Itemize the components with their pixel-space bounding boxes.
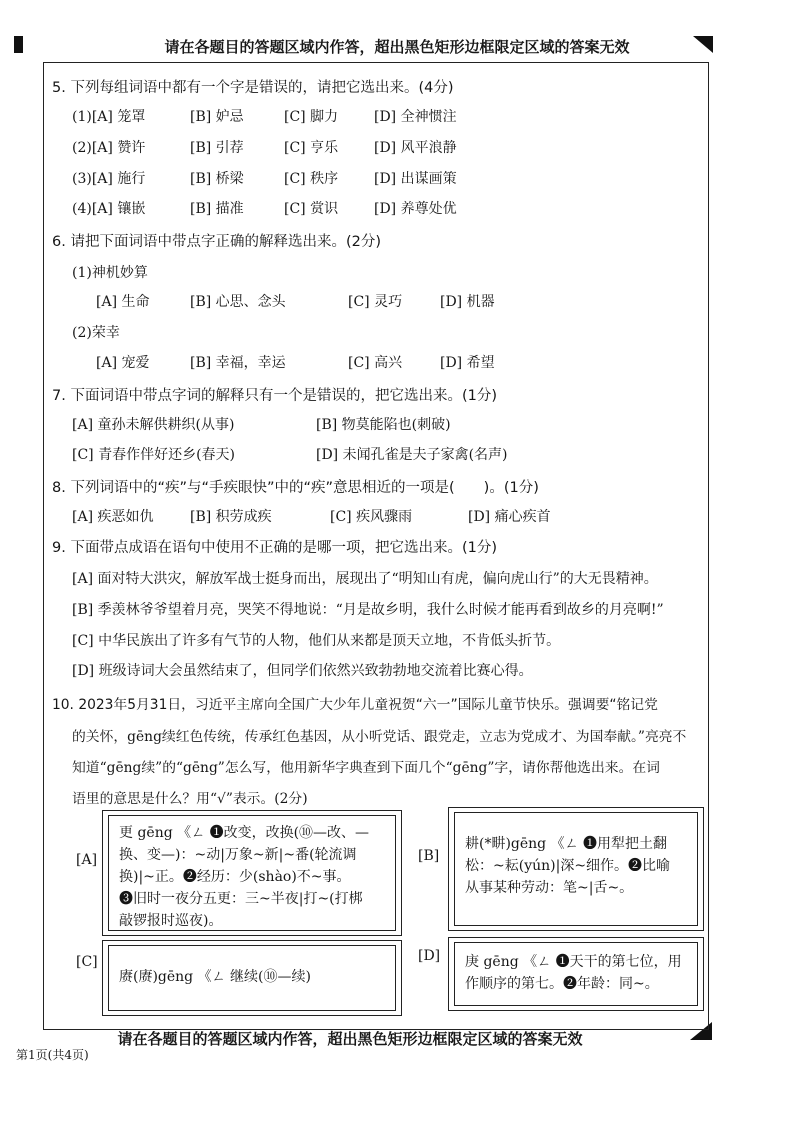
q5-row-3-option-d: [D] 出谋画策 (374, 171, 457, 187)
q7-title: 7. 下面词语中带点字词的解释只有一个是错误的，把它选出来。(1分) (52, 388, 497, 404)
q9-option-c: [C] 中华民族出了许多有气节的人物，他们从来都是顶天立地，不肯低头折节。 (72, 633, 561, 649)
q6-sub1-b: [B] 心思、念头 (190, 294, 286, 310)
q10-box-a-entry (108, 815, 396, 931)
q7-option-d: [D] 未闻孔雀是夫子家禽(名声) (316, 447, 508, 463)
q10-box-d-line-2: 作顺序的第七。❷年龄：同~。 (465, 976, 659, 992)
q9-title: 9. 下面带点成语在语句中使用不正确的是哪一项，把它选出来。(1分) (52, 540, 497, 556)
q6-sub2: (2)荣幸 (72, 325, 120, 341)
q5-row-1-option-c: [C] 脚力 (284, 109, 339, 125)
top-notice: 请在各题目的答题区域内作答，超出黑色矩形边框限定区域的答案无效 (164, 38, 630, 56)
q5-row-2-option-c: [C] 亨乐 (284, 140, 339, 156)
q6-sub2-b: [B] 幸福，幸运 (190, 355, 286, 371)
q10-box-c-entry (108, 945, 396, 1011)
q6-title: 6. 请把下面词语中带点字正确的解释选出来。(2分) (52, 234, 381, 250)
q6-sub1: (1)神机妙算 (72, 265, 148, 281)
q8-option-b: [B] 积劳成疾 (190, 509, 272, 525)
q10-box-a-label: [A] (76, 852, 98, 868)
q8-option-a: [A] 疾恶如仇 (72, 509, 154, 525)
q10-box-b-line-1: 耕(*畊)gēng 《ㄥ ❶用犁把土翻 (465, 836, 668, 852)
q8-title: 8. 下列词语中的“疾”与“手疾眼快”中的“疾”意思相近的一项是( )。(1分) (52, 480, 539, 496)
q5-row-1-option-a: (1)[A] 笼罩 (72, 109, 146, 125)
q5-row-3-option-a: (3)[A] 施行 (72, 171, 146, 187)
page-footer: 第1页(共4页) (16, 1048, 89, 1062)
q10-box-c-label: [C] (76, 954, 98, 970)
q10-box-a-line-1: 更 gēng 《ㄥ ❶改变，改换(⑩—改、— (119, 825, 370, 841)
q5-row-1-option-d: [D] 全神惯注 (374, 109, 457, 125)
q6-sub1-d: [D] 机器 (440, 294, 495, 310)
q7-option-b: [B] 物莫能陷也(刺破) (316, 417, 451, 433)
q5-row-4-option-c: [C] 赏识 (284, 201, 339, 217)
q5-row-4-option-b: [B] 描准 (190, 201, 244, 217)
q9-option-b: [B] 季羡林爷爷望着月亮，哭笑不得地说：“月是故乡明，我什么时候才能再看到故乡的月亮啊!” (72, 602, 664, 618)
bottom-notice: 请在各题目的答题区域内作答，超出黑色矩形边框限定区域的答案无效 (117, 1030, 583, 1048)
q10-box-b-line-2: 松：~耘(yún)|深~细作。❷比喻 (465, 858, 671, 874)
q8-option-c: [C] 疾风骤雨 (330, 509, 413, 525)
q10-box-d-entry (454, 942, 698, 1006)
q10-box-c-line-1: 赓(赓)gēng 《ㄥ 继续(⑩—续) (119, 969, 311, 985)
q6-sub1-a: [A] 生命 (96, 294, 150, 310)
q5-row-4-option-d: [D] 养尊处优 (374, 201, 457, 217)
q8-option-d: [D] 痛心疾首 (468, 509, 551, 525)
q10-box-b-line-3: 从事某种劳动：笔~|舌~。 (465, 880, 634, 896)
q10-box-b-entry (454, 812, 698, 926)
q10-box-a-line-2: 换、变—)：~动|万象~新|~番(轮流调 (119, 847, 357, 863)
q5-title: 5. 下列每组词语中都有一个字是错误的，请把它选出来。(4分) (52, 80, 454, 96)
q5-row-2-option-a: (2)[A] 赞许 (72, 140, 146, 156)
q6-sub1-c: [C] 灵巧 (348, 294, 403, 310)
q6-sub2-d: [D] 希望 (440, 355, 495, 371)
q5-row-3-option-c: [C] 秩序 (284, 171, 339, 187)
q10-line-1: 10. 2023年5月31日，习近平主席向全国广大少年儿童祝贺“六一”国际儿童节快乐。强调要“铭记党 (52, 697, 658, 713)
q10-box-a-line-4: ❸旧时一夜分五更：三~半夜|打~(打梆 (119, 891, 363, 907)
q7-option-a: [A] 童孙未解供耕织(从事) (72, 417, 235, 433)
q5-row-2-option-d: [D] 风平浪静 (374, 140, 457, 156)
q10-box-d-line-1: 庚 gēng 《ㄥ ❶天干的第七位，用 (465, 954, 682, 970)
q9-option-d: [D] 班级诗词大会虽然结束了，但同学们依然兴致勃勃地交流着比赛心得。 (72, 663, 533, 679)
q5-row-4-option-a: (4)[A] 镶嵌 (72, 201, 146, 217)
q9-option-a: [A] 面对特大洪灾，解放军战士挺身而出，展现出了“明知山有虎，偏向虎山行”的大无畏精神。 (72, 571, 658, 587)
q5-row-3-option-b: [B] 桥梁 (190, 171, 244, 187)
q6-sub2-c: [C] 高兴 (348, 355, 403, 371)
q10-line-3: 知道“gēng续”的“gēng”怎么写，他用新华字典查到下面几个“gēng”字，请你帮他选出来。在词 (72, 760, 660, 776)
q10-box-a-line-3: 换)|~正。❷经历：少(shào)不~事。 (119, 869, 351, 885)
q10-box-a-line-5: 敲锣报时巡夜)。 (119, 913, 223, 929)
q7-option-c: [C] 青春作伴好还乡(春天) (72, 447, 236, 463)
q10-line-2: 的关怀，gēng续红色传统，传承红色基因，从小听党话、跟党走，立志为党成才、为国奉献。”亮亮不 (72, 729, 687, 745)
q5-row-2-option-b: [B] 引荐 (190, 140, 244, 156)
q10-box-d-label: [D] (418, 948, 441, 964)
q5-row-1-option-b: [B] 妒忌 (190, 109, 244, 125)
q6-sub2-a: [A] 宠爱 (96, 355, 150, 371)
q10-line-4: 语里的意思是什么？用“√”表示。(2分) (72, 791, 308, 807)
q10-box-b-label: [B] (418, 848, 440, 864)
